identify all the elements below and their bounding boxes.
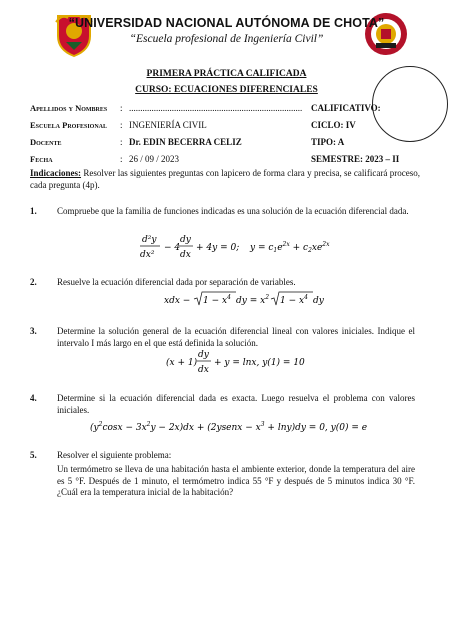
eq4-p1: (y	[90, 423, 99, 433]
teacher-value: Dr. EDIN BECERRA CELIZ	[129, 137, 242, 147]
question-5-body: Un termómetro se lleva de una habitación hasta el ambiente exterior, donde la temperatura del aire es 5 °F. Después de 1 minuto, el termómetro indica 55 °F y después de 5 minutos indica 30 °F. ¿Cuál era la temperatura inicial de la habitación?	[57, 464, 415, 497]
eq1-dy: dy	[180, 235, 191, 245]
eq4-e2a: 2	[98, 421, 103, 428]
question-3-text: Determine la solución general de la ecuación diferencial lineal con valores iniciales. Indique el intervalo I más largo en el que está definida la solución.	[57, 326, 415, 348]
equation-3	[0, 348, 453, 378]
colon: :	[120, 137, 123, 147]
question-number: 2.	[30, 277, 37, 287]
school-value: INGENIERÍA CIVIL	[129, 120, 207, 130]
colon: :	[120, 120, 123, 130]
university-title: “UNIVERSIDAD NACIONAL AUTÓNOMA DE CHOTA”	[68, 16, 385, 30]
eq4-p2: cosx − 3x	[102, 423, 147, 433]
eq1-sub1: 1	[273, 247, 278, 254]
question-number: 3.	[30, 326, 37, 336]
course-title: CURSO: ECUACIONES DIFERENCIALES	[135, 85, 318, 95]
info-row-teacher	[30, 137, 430, 151]
question-number: 1.	[30, 206, 37, 216]
eq1-d2y: d²y	[142, 235, 157, 245]
eq2-exp4: 4	[227, 294, 231, 301]
date-label: Fecha	[30, 154, 53, 164]
svg-text:1 − x4	[203, 294, 231, 306]
eq4-p3: y − 2x)dx + (2ysenx − x	[150, 423, 261, 433]
equation-1	[0, 230, 453, 264]
eq4-e3: 3	[260, 421, 265, 428]
svg-text:dy = x2	[236, 294, 269, 306]
name-value: .............................................................................	[129, 103, 303, 113]
eq1-sub2: 2	[308, 247, 312, 254]
eq1-rest: + 4y = 0;	[196, 243, 240, 253]
eq2-mid: dy = x	[236, 296, 266, 306]
eq1-plus: + c	[289, 243, 309, 253]
instructions-text: Resolver las siguientes preguntas con lapicero de forma clara y precisa, se calificará proceso, cada pregunta (4p).	[30, 168, 420, 190]
info-row-name	[30, 103, 430, 117]
semester-label: SEMESTRE: 2023 – II	[311, 154, 400, 164]
svg-text:(y2cosx − 3x2y − 2x)dx + (2yse	[90, 421, 367, 433]
eq2-left: xdx −	[164, 296, 191, 306]
eq2-rad: 1 − x	[203, 296, 228, 306]
eq4-p4: + lny)dy = 0, y(0) = e	[264, 423, 368, 433]
eq1-exp1: 2x	[282, 241, 290, 248]
eq3-left: (x + 1)	[166, 358, 198, 368]
equation-2	[0, 289, 453, 309]
info-row-date	[30, 154, 430, 168]
school-subtitle: “Escuela profesional de Ingeniería Civil”	[129, 33, 324, 45]
eq3-dy: dy	[198, 350, 209, 360]
eq1-dx: dx	[180, 250, 191, 260]
grade-label: CALIFICATIVO:	[311, 103, 381, 113]
svg-text:1 − x4	[280, 294, 308, 306]
instructions	[30, 168, 420, 191]
colon: :	[120, 154, 123, 164]
instructions-label: Indicaciones:	[30, 168, 82, 178]
eq2-right: dy	[313, 296, 324, 306]
eq1-xe: xe	[311, 243, 323, 253]
equation-4	[0, 416, 453, 436]
eq3-dx: dx	[198, 365, 209, 375]
question-1-text: Compruebe que la familia de funciones indicadas es una solución de la ecuación diferencial dada.	[57, 206, 409, 216]
question-number: 5.	[30, 450, 37, 460]
question-5-text: Resolver el siguiente problema:	[57, 450, 172, 460]
question-4-text: Determine si la ecuación diferencial dada es exacta. Luego resuelva el problema con valores iniciales.	[57, 393, 415, 415]
question-number: 4.	[30, 393, 37, 403]
svg-text:y = c1e2x + c2xe2x	[249, 241, 330, 254]
colon: :	[120, 103, 123, 113]
teacher-label: Docente	[30, 137, 62, 147]
eq1-sol: y = c	[250, 243, 274, 253]
eq3-right: + y = lnx, y(1) = 10	[214, 358, 305, 368]
eq2-exp2: 2	[265, 294, 270, 301]
eq4-e2b: 2	[146, 421, 151, 428]
eq1-dx2: dx²	[140, 250, 155, 260]
eq1-minus4: − 4	[164, 243, 181, 253]
question-2-text: Resuelve la ecuación diferencial dada por separación de variables.	[57, 277, 296, 287]
type-label: TIPO: A	[311, 137, 345, 147]
eq1-exp2: 2x	[322, 241, 330, 248]
exam-title: PRIMERA PRÁCTICA CALIFICADA	[146, 69, 307, 79]
school-label: Escuela Profesional	[30, 120, 108, 130]
eq2-rad2: 1 − x	[280, 296, 305, 306]
name-label: Apellidos y Nombres	[30, 103, 108, 113]
eq2-exp4b: 4	[304, 294, 308, 301]
eq1-e: e	[277, 243, 283, 253]
cycle-label: CICLO: IV	[311, 120, 356, 130]
info-row-school	[30, 120, 430, 134]
date-value: 26 / 09 / 2023	[129, 154, 180, 164]
